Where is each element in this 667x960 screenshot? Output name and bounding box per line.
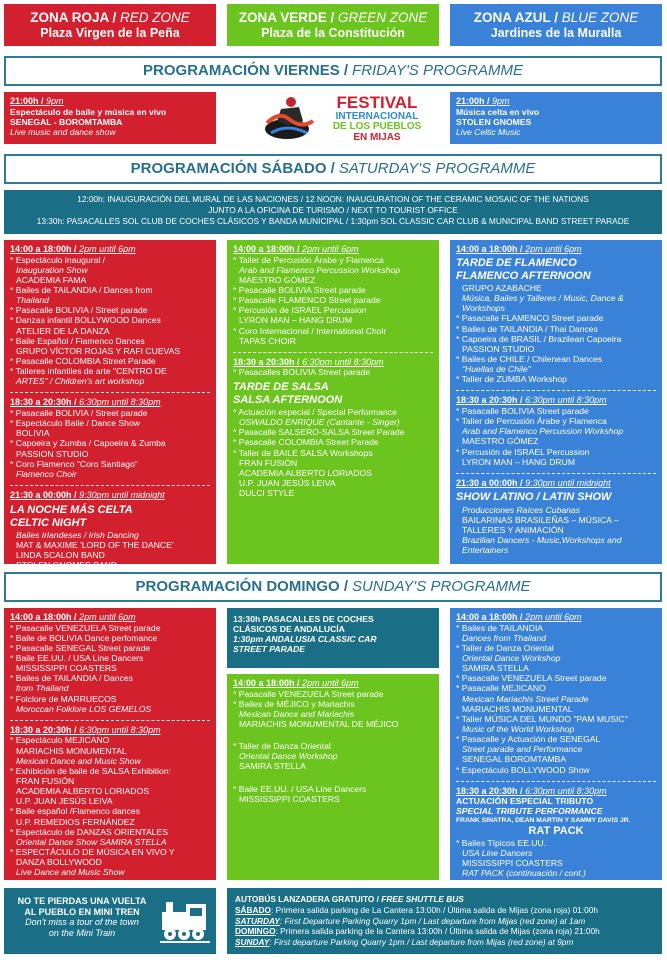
time-en: 2pm until 6pm bbox=[525, 612, 582, 622]
event-line: * Espectáculo Baile / Dance Show bbox=[10, 418, 140, 429]
event-line: STREET PARADE bbox=[233, 644, 305, 655]
bus-line bbox=[235, 926, 654, 937]
event-line: * Actuación especial / Special Performance bbox=[233, 407, 397, 417]
blue-zone-en: BLUE ZONE bbox=[561, 10, 639, 25]
green-zone-es: ZONA VERDE bbox=[238, 10, 327, 25]
bus-title-en: FREE SHUTTLE BUS bbox=[381, 894, 464, 904]
bus-day: SATURDAY bbox=[235, 915, 280, 926]
time-es: 18:30 a 20:30h bbox=[10, 397, 72, 408]
event-line: * Taller de BAILE SALSA Workshops bbox=[233, 447, 373, 458]
event-heading: FLAMENCO AFTERNOON bbox=[456, 269, 591, 282]
event-line: Workshops bbox=[462, 303, 505, 314]
event-line: TALLERES Y ANIMACIÓN bbox=[462, 524, 564, 535]
event-list bbox=[456, 283, 656, 384]
event-heading: TARDE DE FLAMENCO bbox=[456, 256, 577, 269]
blue-zone-es: ZONA AZUL bbox=[473, 10, 551, 25]
event-line: ACADEMIA FAMA bbox=[16, 274, 87, 285]
event-line: ATELIER DE LA DANZA bbox=[16, 325, 110, 336]
divider bbox=[10, 720, 210, 721]
event-line: * Pasacalle BOLIVIA / Street parade bbox=[10, 408, 148, 419]
bus-day: SÁBADO bbox=[235, 904, 271, 915]
event-line: Oriental Dance Workshop bbox=[462, 653, 561, 664]
festival-logo bbox=[227, 92, 439, 144]
event-line: MARIACHIS MONUMENTAL DE MÉJICO bbox=[239, 719, 399, 730]
event-line: * Percusión de ISRAEL Percussion bbox=[456, 446, 590, 457]
event-line: Dances from Thailand bbox=[462, 632, 547, 643]
event-line: * Pasacalle BOLIVIA / Street parade bbox=[10, 305, 148, 316]
event-line: TAPAS CHOIR bbox=[239, 335, 296, 346]
event-line: Espectáculo de baile y música en vivo bbox=[10, 106, 167, 117]
event-line: DULCI STYLE bbox=[239, 488, 295, 499]
train-line: NO TE PIERDAS UNA VUELTA bbox=[17, 896, 147, 906]
divider bbox=[456, 390, 656, 391]
dancer-icon bbox=[259, 93, 319, 143]
event-line: Bailes Irlandeses / Irish Dancing bbox=[16, 530, 139, 541]
event-line: Moroccan Folklore LOS GEMELOS bbox=[16, 703, 152, 714]
event-list bbox=[456, 623, 656, 775]
event-line: Brazilian Dancers - Music,Workshops and bbox=[462, 535, 622, 546]
event-list bbox=[233, 407, 433, 498]
event-line: * Pasacalle BOLIVIA Street parade bbox=[233, 285, 366, 296]
event-line: * Taller de Percusión Árabe y Flamenca bbox=[233, 254, 384, 265]
time-es: 18:30 a 20:30h bbox=[10, 724, 72, 735]
event-line: MISSISSIPPI COASTERS bbox=[16, 663, 117, 674]
mini-train-box bbox=[4, 888, 216, 954]
bus-line bbox=[235, 916, 654, 927]
event-line: * Pasacalle VENEZUELA Street parade bbox=[233, 688, 384, 699]
event-line: * Espectáculo inaugural / bbox=[10, 254, 106, 265]
event-line: Inauguration Show bbox=[16, 264, 88, 275]
friday-title-es: PROGRAMACIÓN VIERNES bbox=[143, 62, 340, 80]
event-line: * Bailes Típicos EE.UU. bbox=[456, 837, 547, 848]
friday-title-en: FRIDAY'S PROGRAMME bbox=[352, 62, 523, 80]
event-line: * Bailes de CHILE / Chilenean Dances bbox=[456, 353, 603, 364]
saturday-intro bbox=[4, 190, 662, 234]
green-zone-place: Plaza de la Constitución bbox=[261, 25, 405, 40]
event-line: * Percusión de ISRAEL Percussion bbox=[233, 305, 367, 316]
friday-red-block: 21:00h / 9pm Espectáculo de baile y música en vivo SENEGAL - BOROMTAMBA Live music and dance show bbox=[4, 92, 216, 144]
event-list bbox=[233, 784, 433, 804]
event-line: 13:30h PASACALLES DE COCHES bbox=[233, 614, 374, 624]
event-line: Mexican Dance and Mariachis bbox=[239, 708, 355, 719]
saturday-title-en: SATURDAY'S PROGRAMME bbox=[338, 160, 536, 178]
event-line: * Bailes de TAILANDIA / Dances bbox=[10, 673, 133, 684]
event-line: * Bailes de TAILANDIA / Dances from bbox=[10, 285, 153, 296]
time-en: 6:30pm until 8:30pm bbox=[525, 785, 607, 796]
sunday-blue-block: 14:00 a 18:00h / 2pm until 6pm * Bailes de TAILANDIA Dances from Thailand * Taller de Danza Oriental Oriental Dance Workshop SAMIRA STELLA * Pasacalle VENEZUELA Street parade * Pasacalle MEJICANO Mexican Mariachis Street Parade MARIACHIS MONUMENTAL * Taller MÚSICA DEL MUNDO "PAM MUSIC" Music of the World Workshop * Pasacalle y Actuación de SENEGAL Street parade and Performance SENEGAL BOROMTAMBA * Espectáculo BOLLYWOOD Show 18:30 a 20:30h / 6:30pm until 8:30pm ACTUACIÓN ESPECIAL TRIBUTO SPECIAL TRIBUTE PERFORMANCE FRANK SINATRA, DEAN MARTIN Y SAMMY DAVIS JR. RAT PACK * Bailes Típicos EE.UU. USA Line Dancers MISSISSIPPI COASTERS RAT PACK (continuación / cont.) bbox=[450, 608, 662, 880]
event-heading: SHOW LATINO / LATIN SHOW bbox=[456, 491, 612, 504]
event-line: Live Dance and Music Show bbox=[16, 867, 125, 878]
event-line: RAT PACK (continuación / cont.) bbox=[462, 868, 586, 879]
time-en: 6:30pm until 8:30pm bbox=[79, 397, 161, 408]
event-line: MAESTRO GÓMEZ bbox=[239, 274, 316, 285]
event-line: * Bailes de MÉJICO y Mariachis bbox=[233, 698, 355, 709]
green-zone-en: GREEN ZONE bbox=[338, 10, 428, 25]
event-heading: ACTUACIÓN ESPECIAL TRIBUTO bbox=[456, 796, 594, 807]
time-en: 2pm until 6pm bbox=[302, 678, 359, 688]
event-line: * Pasacalle VENEZUELA Street parade bbox=[456, 673, 607, 684]
event-line: * Taller de ZUMBA Workshop bbox=[456, 374, 567, 385]
event-line: * Pasacalle FLAMENCO Street parade bbox=[233, 295, 381, 306]
event-line: SENEGAL - BOROMTAMBA bbox=[10, 116, 123, 127]
event-line: * Danzas infantil BOLLYWOOD Dances bbox=[10, 315, 161, 326]
event-line: * Taller de Percusión Árabe y Flamenca bbox=[456, 416, 607, 427]
event-line: * Baile de BOLIVIA Dance perfomance bbox=[10, 632, 158, 643]
event-line: * ESPECTÁCULO DE MÚSICA EN VIVO Y bbox=[10, 847, 175, 858]
event-line: MARIACHIS MONUMENTAL bbox=[16, 745, 127, 756]
bus-text: : First Departure Parking Quarry 1pm / Last departure from Mijas (red zone) at 1am bbox=[279, 915, 586, 926]
event-line: * Folclore de MARRUECOS bbox=[10, 693, 117, 704]
event-line: DANZA BOLLYWOOD bbox=[16, 857, 102, 868]
event-line: * Bailes de TAILANDIA bbox=[456, 622, 544, 633]
event-line: GRUPO AZABACHE bbox=[462, 282, 542, 293]
divider bbox=[233, 352, 433, 353]
time-en: 9:30pm until midnight bbox=[525, 477, 611, 488]
event-line: OSWALDO ENRIQUE (Cantante - Singer) bbox=[239, 417, 400, 428]
event-line: MAT & MAXIME 'LORD OF THE DANCE' bbox=[16, 540, 174, 551]
saturday-title: PROGRAMACIÓN SÁBADO / SATURDAY'S PROGRAMME bbox=[4, 154, 662, 184]
event-line: * Pasacalle BOLIVIA Street parade bbox=[456, 406, 589, 416]
event-line: Oriental Dance Show SAMIRA STELLA bbox=[16, 836, 167, 847]
bus-text: : Primera salida parking de La Cantera 13:00h / Última salida de Mijas (zona roja) 01:00h bbox=[270, 904, 598, 915]
divider bbox=[456, 781, 656, 782]
green-zone-header: ZONA VERDE / GREEN ZONE Plaza de la Constitución bbox=[227, 4, 439, 46]
event-line: Mexican Mariachis Street Parade bbox=[462, 693, 589, 704]
event-line: * Talleres infantiles de arte "CENTRO DE bbox=[10, 366, 167, 377]
event-line: ARTES" / Children's art workshop bbox=[16, 376, 145, 387]
event-line: * Capoeira y Zumba / Capoeira & Zumba bbox=[10, 438, 166, 449]
time-en: 6:30pm until 8:30pm bbox=[79, 724, 161, 735]
event-line: * Taller de Danza Oriental bbox=[456, 642, 554, 653]
event-list bbox=[233, 689, 433, 730]
divider bbox=[10, 485, 210, 486]
bus-day: DOMINGO bbox=[235, 926, 276, 937]
time-es: 14:00 a 18:00h bbox=[456, 612, 518, 622]
divider bbox=[456, 473, 656, 474]
event-list bbox=[456, 505, 656, 556]
event-line: Street parade and Performance bbox=[462, 744, 583, 755]
event-line: * Bailes de TAILANDIA / Thai Dances bbox=[456, 323, 598, 334]
divider bbox=[10, 392, 210, 393]
event-list bbox=[10, 408, 210, 479]
time-en: 9:30pm until midnight bbox=[79, 490, 165, 501]
event-line: * Baile español /Flamenco dances bbox=[10, 806, 140, 817]
event-line: Mexican Dance and Music Show bbox=[16, 755, 141, 766]
bus-title: AUTOBÚS LANZADERA GRATUITO bbox=[235, 894, 375, 904]
event-line: U.P. JUAN JESÚS LEIVA bbox=[239, 477, 336, 488]
event-line: MARIACHIS MONUMENTAL bbox=[462, 703, 573, 714]
event-line: * Taller de Danza Oriental bbox=[233, 741, 331, 752]
event-line: * Pasacalle SENEGAL Street parade bbox=[10, 642, 151, 653]
time-en: 2pm until 6pm bbox=[79, 244, 136, 254]
event-line: GRUPO VÍCTOR ROJAS Y RAFI CUEVAS bbox=[16, 345, 181, 356]
event-list bbox=[10, 530, 210, 571]
intro-line: 13:30h: PASACALLES SOL CLUB DE COCHES CLÁSICOS Y BANDA MUNICIPAL / 1:30pm SOL CLASSIC CAR CLUB & MUNICIPAL BAND STREET PARADE bbox=[36, 215, 630, 226]
event-line: "Huellas de Chile" bbox=[462, 364, 531, 375]
event-list bbox=[456, 406, 656, 467]
red-zone-header: ZONA ROJA / RED ZONE Plaza Virgen de la Peña bbox=[4, 4, 216, 46]
event-line: * Pasacalle COLOMBIA Street Parade bbox=[233, 437, 379, 448]
logo-line: FESTIVAL bbox=[336, 93, 418, 112]
train-line: AL PUEBLO EN MINI TREN bbox=[24, 906, 140, 917]
event-line: * Espectáculo de DANZAS ORIENTALES bbox=[10, 826, 168, 837]
intro-line: 12:00h: INAUGURACIÓN DEL MURAL DE LAS NACIONES / 12 NOON: INAUGURATION OF THE CERAMIC MOSAIC OF THE NATIONS bbox=[77, 194, 589, 204]
event-line: from Thailand bbox=[16, 683, 69, 694]
event-heading: FRANK SINATRA, DEAN MARTIN Y SAMMY DAVIS JR. bbox=[456, 816, 631, 824]
time-es: 21:30 a 00:00h bbox=[456, 477, 518, 488]
event-list bbox=[10, 623, 210, 714]
event-line: Thailand bbox=[16, 295, 49, 306]
event-line: Producciones Raíces Cubanas bbox=[462, 504, 580, 515]
event-line: * Pasacalle COLOMBIA Street Parade bbox=[10, 356, 156, 367]
event-line: FRAN FUSIÓN bbox=[16, 776, 75, 787]
event-line: PASSION STUDIO bbox=[16, 448, 89, 459]
event-heading: SPECIAL TRIBUTE PERFORMANCE bbox=[456, 806, 603, 817]
event-line: SAMIRA STELLA bbox=[239, 761, 306, 772]
event-line: BOLIVIA bbox=[16, 428, 50, 439]
bus-text: : Primera salida parking de la Cantera 13:00h / Última salida de Mijas (zona roja) 21:00h bbox=[275, 926, 600, 937]
sunday-title: PROGRAMACIÓN DOMINGO / SUNDAY'S PROGRAMME bbox=[4, 572, 662, 602]
saturday-blue-block: 14:00 a 18:00h / 2pm until 6pm TARDE DE FLAMENCO FLAMENCO AFTERNOON GRUPO AZABACHE Música, Bailes y Talleres / Music, Dance & Workshops * Pasacalle FLAMENCO Street parade * Bailes de TAILANDIA / Thai Dances * Capoeira de BRASIL / Brazilean Capoeira PASSION STUDIO * Bailes de CHILE / Chilenean Dances "Huellas de Chile" * Taller de ZUMBA Workshop 18:30 a 20:30h / 6:30pm until 8:30pm * Pasacalle BOLIVIA Street parade * Taller de Percusión Árabe y Flamenca Arab and Flamenco Percussion Workshop MAESTRO GÓMEZ * Percusión de ISRAEL Percussion LYRON MAN – HANG DRUM 21:30 a 00:00h / 9:30pm until midnight SHOW LATINO / LATIN SHOW Producciones Raíces Cubanas BAILARINAS BRASILEÑAS – MÚSICA – TALLERES Y ANIMACIÓN Brazilian Dancers - Music,Workshops and Entertainers bbox=[450, 240, 662, 564]
time-en: 6:30pm until 8:30pm bbox=[525, 395, 607, 406]
event-line: * Baile EE.UU. / USA Line Dancers bbox=[233, 783, 367, 794]
event-list bbox=[233, 741, 433, 771]
time-en: 2pm until 6pm bbox=[302, 244, 359, 254]
train-line: Don't miss a tour of the town bbox=[25, 917, 139, 928]
event-line: Flamenco Choir bbox=[16, 468, 77, 479]
time-es: 14:00 a 18:00h bbox=[10, 612, 72, 622]
event-line: MAESTRO GÓMEZ bbox=[462, 436, 539, 447]
event-line: LYRON MAN – HANG DRUM bbox=[239, 315, 353, 326]
time-es: 14:00 a 18:00h bbox=[233, 244, 295, 254]
bus-line bbox=[235, 905, 654, 916]
event-line: Arab and Flamenco Percussion Workshop bbox=[239, 264, 400, 275]
event-list bbox=[456, 838, 656, 879]
event-line: USA Line Dancers bbox=[462, 847, 533, 858]
time-es: 18:30 a 20:30h bbox=[456, 785, 518, 796]
event-line: * Capoeira de BRASIL / Brazilean Capoeira bbox=[456, 333, 622, 344]
saturday-title-es: PROGRAMACIÓN SÁBADO bbox=[130, 160, 327, 178]
event-line: * Pasacalle VENEZUELA Street parade bbox=[10, 622, 161, 633]
time-es: 21:00h bbox=[10, 96, 39, 106]
event-line: Arab and Flamenco Percussion Workshop bbox=[462, 426, 623, 437]
friday-blue-block: 21:00h / 9pm Música celta en vivo STOLEN GNOMES Live Celtic Music bbox=[450, 92, 662, 144]
time-en: 2pm until 6pm bbox=[525, 244, 582, 254]
event-line: ACADEMIA ALBERTO LORIADOS bbox=[16, 786, 149, 797]
bus-text: : First departure Parking Quarry 1pm / Last departure from Mijas (red zone) at 9pm bbox=[269, 937, 574, 948]
event-line: Música, Bailes y Talleres / Music, Dance & bbox=[462, 293, 624, 304]
event-line: * Baile Español / Flamenco Dances bbox=[10, 335, 145, 346]
event-line: * Pasacalle MEJICANO bbox=[456, 683, 546, 694]
event-line: * Espectáculo MEJICANO bbox=[10, 735, 110, 746]
logo-line: EN MIJAS bbox=[353, 131, 401, 143]
shuttle-bus-box: AUTOBÚS LANZADERA GRATUITO / FREE SHUTTLE BUS SÁBADO: Primera salida parking de La Cantera 13:00h / Última salida de Mijas (zona roja) 01:00h SATURDAY: First Departure Parking Quarry 1pm / Last departure from Mijas (red zone) at 1am DOMINGO: Primera salida parking de la Cantera 13:00h / Última salida de Mijas (zona roja) 21:00h SUNDAY: First departure Parking Quarry 1pm / Last departure from Mijas (red zone) at 9pm bbox=[227, 888, 662, 954]
event-line: PASSION STUDIO bbox=[462, 343, 535, 354]
sunday-car-parade bbox=[227, 608, 439, 668]
event-line: * Pasacalle y Actuación de SENEGAL bbox=[456, 734, 601, 745]
event-line: STOLEN GNOMES BAND bbox=[16, 560, 118, 571]
event-line: * Pasacalles BOLIVIA Street parade bbox=[233, 367, 371, 378]
event-line: Oriental Dance Workshop bbox=[239, 751, 338, 762]
event-list bbox=[233, 255, 433, 346]
intro-line: JUNTO A LA OFICINA DE TURISMO / NEXT TO TOURIST OFFICE bbox=[208, 204, 458, 215]
bus-day: SUNDAY bbox=[235, 937, 270, 948]
event-line: LINDA SCALON BAND bbox=[16, 550, 105, 561]
logo-line: DE LOS PUEBLOS bbox=[332, 121, 422, 133]
time-en: 9pm bbox=[46, 96, 64, 106]
time-es: 18:30 a 20:30h bbox=[456, 395, 518, 406]
time-es: 18:30 a 20:30h bbox=[233, 356, 295, 367]
sunday-title-en: SUNDAY'S PROGRAMME bbox=[352, 578, 531, 596]
event-line: * Exhibición de baile de SALSA Exhibition: bbox=[10, 765, 171, 776]
time-en: 9pm bbox=[492, 96, 510, 106]
time-es: 21:00h bbox=[456, 96, 485, 106]
event-line: Entertainers bbox=[462, 545, 509, 556]
event-line: * Coro Flamenco "Coro Santiago" bbox=[10, 458, 138, 469]
event-line: * Pasacalle FLAMENCO Street parade bbox=[456, 313, 604, 324]
bus-schedule bbox=[235, 905, 654, 948]
blue-zone-header: ZONA AZUL / BLUE ZONE Jardines de la Muralla bbox=[450, 4, 662, 46]
event-heading: SALSA AFTERNOON bbox=[233, 393, 343, 406]
sunday-title-es: PROGRAMACIÓN DOMINGO bbox=[135, 578, 340, 596]
event-heading: CELTIC NIGHT bbox=[10, 516, 87, 529]
time-es: 14:00 a 18:00h bbox=[10, 244, 72, 254]
event-line: * Espectáculo BOLLYWOOD Show bbox=[456, 764, 590, 775]
event-line: STOLEN GNOMES bbox=[456, 116, 532, 127]
friday-title: PROGRAMACIÓN VIERNES / FRIDAY'S PROGRAMME bbox=[4, 56, 662, 86]
event-heading: TARDE DE SALSA bbox=[233, 380, 329, 393]
event-list bbox=[10, 255, 210, 387]
event-line: Música celta en vivo bbox=[456, 106, 540, 117]
event-line: FRAN FUSIÓN bbox=[239, 457, 298, 468]
time-en: 6:30pm until 8:30pm bbox=[302, 356, 384, 367]
bus-line bbox=[235, 937, 654, 948]
event-line: SAMIRA STELLA bbox=[462, 663, 529, 674]
sunday-green-block: 14:00 a 18:00h / 2pm until 6pm * Pasacalle VENEZUELA Street parade * Bailes de MÉJICO y Mariachis Mexican Dance and Mariachis MARIACHIS MONUMENTAL DE MÉJICO * Taller de Danza Oriental Oriental Dance Workshop SAMIRA STELLA * Baile EE.UU. / USA Line Dancers MISSISSIPPI COASTERS bbox=[227, 674, 439, 880]
time-en: 2pm until 6pm bbox=[79, 612, 136, 622]
event-line: Live Celtic Music bbox=[456, 126, 521, 137]
event-heading: LA NOCHE MÁS CELTA bbox=[10, 503, 133, 516]
event-line: U.P. JUAN JESÚS LEIVA bbox=[16, 796, 113, 807]
event-line: U.P. REMEDIOS FERNÁNDEZ bbox=[16, 816, 135, 827]
event-line: LYRON MAN – HANG DRUM bbox=[462, 456, 576, 467]
red-zone-place: Plaza Virgen de la Peña bbox=[40, 25, 180, 40]
event-line: 1:30pm ANDALUSIA CLASSIC CAR bbox=[233, 634, 377, 645]
event-line: ACADEMIA ALBERTO LORIADOS bbox=[239, 467, 372, 478]
train-line: on the Mini Train bbox=[48, 927, 116, 938]
time-es: 14:00 a 18:00h bbox=[233, 678, 295, 688]
blue-zone-place: Jardines de la Muralla bbox=[490, 25, 622, 40]
logo-line: INTERNACIONAL bbox=[335, 110, 419, 122]
saturday-green-block: 14:00 a 18:00h / 2pm until 6pm * Taller de Percusión Árabe y Flamenca Arab and Flamenco Percussion Workshop MAESTRO GÓMEZ * Pasacalle BOLIVIA Street parade * Pasacalle FLAMENCO Street parade * Percusión de ISRAEL Percussion LYRON MAN – HANG DRUM * Coro Internacional / International Choir TAPAS CHOIR 18:30 a 20:30h / 6:30pm until 8:30pm * Pasacalles BOLIVIA Street parade TARDE DE SALSA SALSA AFTERNOON * Actuación especial / Special Performance OSWALDO ENRIQUE (Cantante - Singer) * Pasacalle SALSERO-SALSA Street Parade * Pasacalle COLOMBIA Street Parade * Taller de BAILE SALSA Workshops FRAN FUSIÓN ACADEMIA ALBERTO LORIADOS U.P. JUAN JESÚS LEIVA DULCI STYLE bbox=[227, 240, 439, 564]
event-line: * Baile EE.UU. / USA Line Dancers bbox=[10, 653, 144, 664]
event-line: MISSISSIPPI COASTERS bbox=[462, 857, 563, 868]
event-line: * Pasacalle SALSERO-SALSA Street Parade bbox=[233, 427, 405, 438]
train-icon bbox=[160, 900, 210, 944]
event-line: CLÁSICOS DE ANDALUCÍA bbox=[233, 624, 345, 635]
event-heading: RAT PACK bbox=[528, 824, 584, 837]
event-line: MISSISSIPPI COASTERS bbox=[239, 793, 340, 804]
event-line: * Coro Internacional / International Choir bbox=[233, 325, 387, 336]
saturday-red-block: 14:00 a 18:00h / 2pm until 6pm * Espectáculo inaugural / Inauguration Show ACADEMIA FAMA * Bailes de TAILANDIA / Dances from Thailand * Pasacalle BOLIVIA / Street parade * Danzas infantil BOLLYWOOD Dances ATELIER DE LA DANZA * Baile Español / Flamenco Dances GRUPO VÍCTOR ROJAS Y RAFI CUEVAS * Pasacalle COLOMBIA Street Parade * Talleres infantiles de arte "CENTRO DE ARTES" / Children's art workshop 18:30 a 20:30h / 6:30pm until 8:30pm * Pasacalle BOLIVIA / Street parade * Espectáculo Baile / Dance Show BOLIVIA * Capoeira y Zumba / Capoeira & Zumba PASSION STUDIO * Coro Flamenco "Coro Santiago" Flamenco Choir 21:30 a 00:00h / 9:30pm until midnight LA NOCHE MÁS CELTA CELTIC NIGHT Bailes Irlandeses / Irish Dancing MAT & MAXIME 'LORD OF THE DANCE' LINDA SCALON BAND STOLEN GNOMES BAND bbox=[4, 240, 216, 564]
event-line: Music of the World Workshop bbox=[462, 724, 575, 735]
red-zone-en: RED ZONE bbox=[120, 10, 190, 25]
event-line: BAILARINAS BRASILEÑAS – MÚSICA – bbox=[462, 514, 619, 525]
time-es: 21:30 a 00:00h bbox=[10, 490, 72, 501]
event-line: SENEGAL BOROMTAMBA bbox=[462, 754, 567, 765]
sunday-red-block: 14:00 a 18:00h / 2pm until 6pm * Pasacalle VENEZUELA Street parade * Baile de BOLIVIA Dance perfomance * Pasacalle SENEGAL Street parade * Baile EE.UU. / USA Line Dancers MISSISSIPPI COASTERS * Bailes de TAILANDIA / Dances from Thailand * Folclore de MARRUECOS Moroccan Folklore LOS GEMELOS 18:30 a 20:30h / 6:30pm until 8:30pm * Espectáculo MEJICANO MARIACHIS MONUMENTAL Mexican Dance and Music Show * Exhibición de baile de SALSA Exhibition: FRAN FUSIÓN ACADEMIA ALBERTO LORIADOS U.P. JUAN JESÚS LEIVA * Baile español /Flamenco dances U.P. REMEDIOS FERNÁNDEZ * Espectáculo de DANZAS ORIENTALES Oriental Dance Show SAMIRA STELLA * ESPECTÁCULO DE MÚSICA EN VIVO Y DANZA BOLLYWOOD Live Dance and Music Show bbox=[4, 608, 216, 880]
time-es: 14:00 a 18:00h bbox=[456, 244, 518, 254]
red-zone-es: ZONA ROJA bbox=[30, 10, 109, 25]
event-line: * Taller MÚSICA DEL MUNDO "PAM MUSIC" bbox=[456, 713, 628, 724]
event-list bbox=[10, 735, 210, 877]
event-line: Live music and dance show bbox=[10, 126, 116, 137]
